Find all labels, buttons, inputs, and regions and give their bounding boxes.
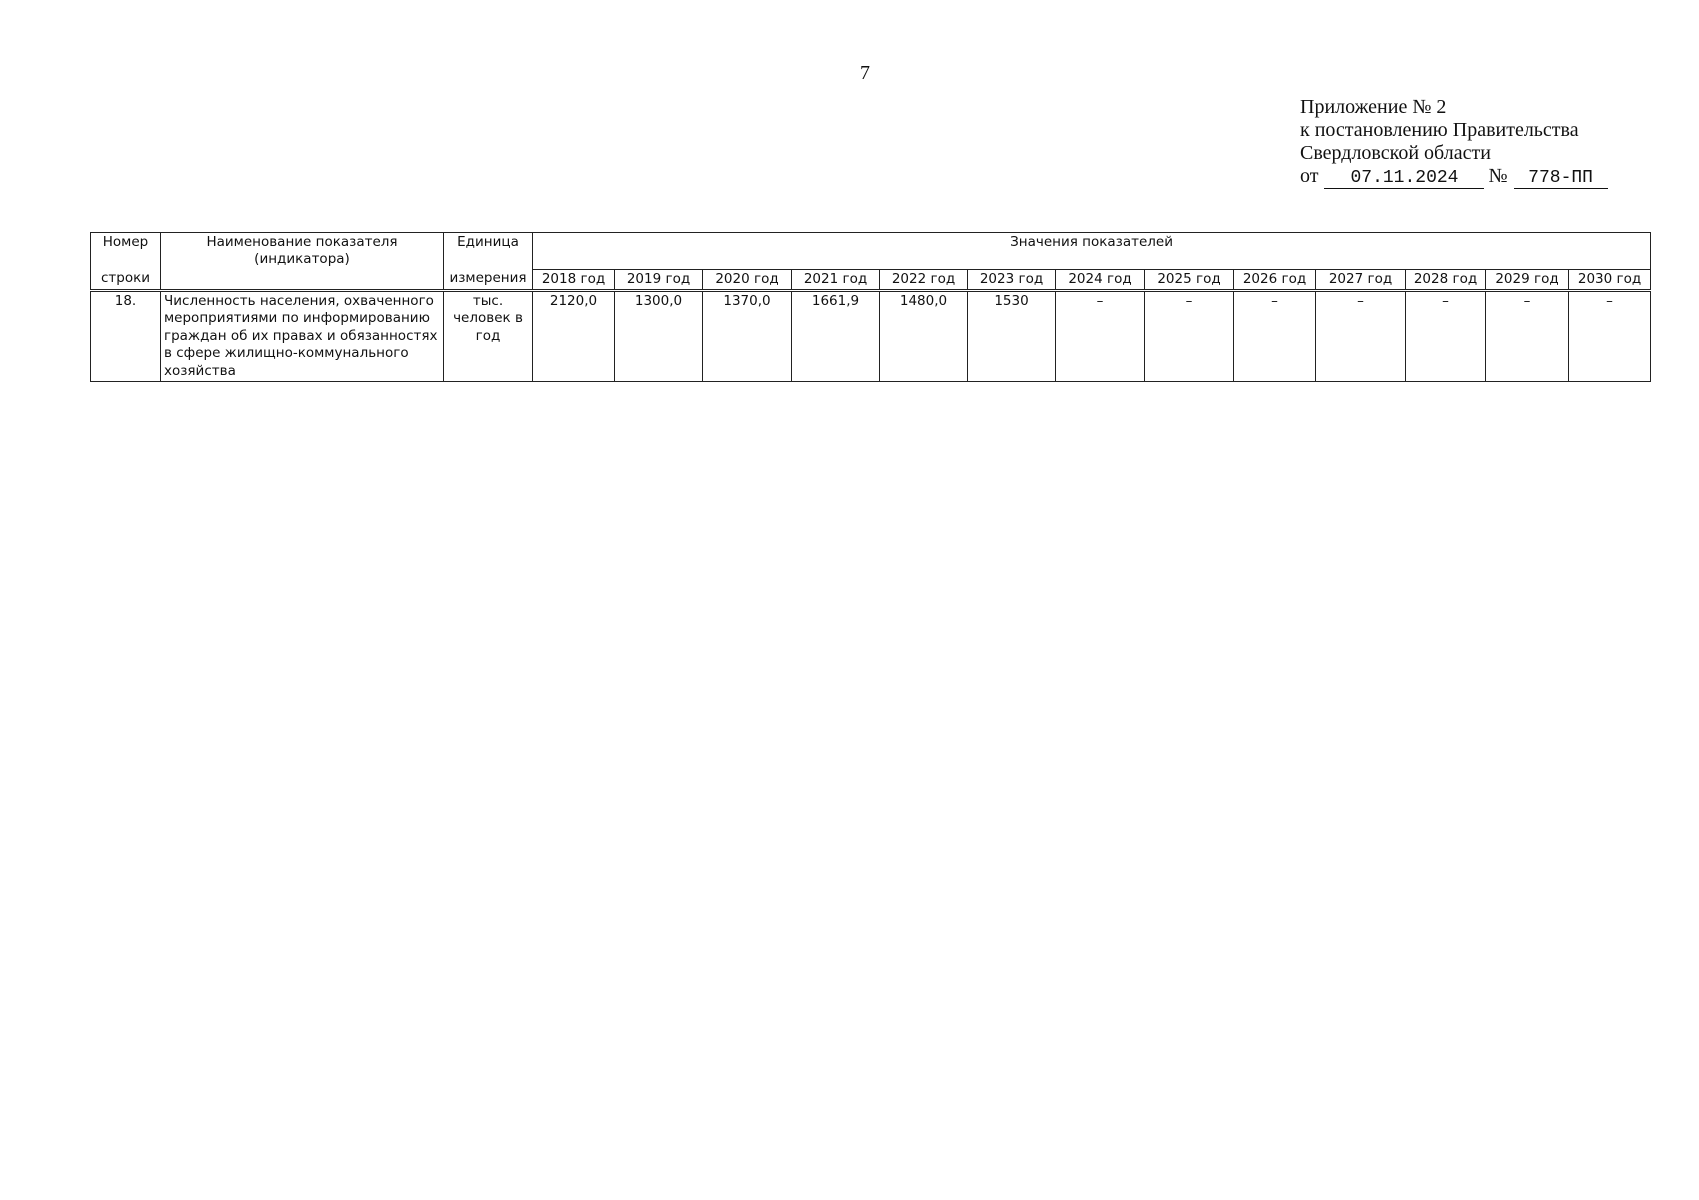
table-row bbox=[91, 290, 1651, 382]
header-row-top bbox=[91, 233, 1651, 270]
indicators-table bbox=[90, 232, 1651, 382]
decree-number: 778-ПП bbox=[1514, 168, 1608, 189]
header-year: 2023 год bbox=[968, 269, 1056, 290]
value-cell: – bbox=[1406, 290, 1486, 382]
header-indicator-name-cont bbox=[161, 269, 444, 290]
header-row-years bbox=[91, 269, 1651, 290]
header-year: 2026 год bbox=[1234, 269, 1316, 290]
header-year: 2028 год bbox=[1406, 269, 1486, 290]
header-row-number: Номер bbox=[91, 233, 161, 270]
header-values-group: Значения показателей bbox=[533, 233, 1651, 270]
value-cell: – bbox=[1234, 290, 1316, 382]
header-year: 2018 год bbox=[533, 269, 615, 290]
date-prefix: от bbox=[1300, 165, 1319, 187]
header-unit: Единица bbox=[444, 233, 533, 270]
value-cell: – bbox=[1316, 290, 1406, 382]
number-prefix: № bbox=[1488, 165, 1508, 187]
value-cell: 1300,0 bbox=[615, 290, 703, 382]
appendix-decree-line: к постановлению Правительства bbox=[1300, 119, 1579, 141]
header-year: 2022 год bbox=[880, 269, 968, 290]
value-cell: – bbox=[1056, 290, 1145, 382]
header-row-number-line2: строки bbox=[91, 269, 161, 290]
page-number: 7 bbox=[860, 62, 870, 84]
appendix-title: Приложение № 2 bbox=[1300, 96, 1447, 118]
header-year: 2029 год bbox=[1486, 269, 1569, 290]
header-year: 2021 год bbox=[792, 269, 880, 290]
value-cell: – bbox=[1569, 290, 1651, 382]
value-cell: 2120,0 bbox=[533, 290, 615, 382]
header-year: 2024 год bbox=[1056, 269, 1145, 290]
value-cell: 1530 bbox=[968, 290, 1056, 382]
value-cell: 1370,0 bbox=[703, 290, 792, 382]
value-cell: 1480,0 bbox=[880, 290, 968, 382]
header-year: 2020 год bbox=[703, 269, 792, 290]
unit-cell: тыс. человек в год bbox=[444, 290, 533, 382]
value-cell: – bbox=[1486, 290, 1569, 382]
header-year: 2027 год bbox=[1316, 269, 1406, 290]
decree-date: 07.11.2024 bbox=[1324, 168, 1484, 189]
appendix-header bbox=[1300, 96, 1608, 189]
header-year: 2025 год bbox=[1145, 269, 1234, 290]
row-number-cell: 18. bbox=[91, 290, 161, 382]
header-year: 2019 год bbox=[615, 269, 703, 290]
indicator-name-cell: Численность населения, охваченного мероприятиями по информированию граждан об их правах и обязанностях в сфере жилищно-коммунального хозяйства bbox=[161, 290, 444, 382]
value-cell: – bbox=[1145, 290, 1234, 382]
header-indicator-name: Наименование показателя (индикатора) bbox=[161, 233, 444, 270]
appendix-date-line bbox=[1300, 165, 1608, 189]
header-year: 2030 год bbox=[1569, 269, 1651, 290]
value-cell: 1661,9 bbox=[792, 290, 880, 382]
header-unit-line2: измерения bbox=[444, 269, 533, 290]
appendix-region-line: Свердловской области bbox=[1300, 142, 1491, 164]
